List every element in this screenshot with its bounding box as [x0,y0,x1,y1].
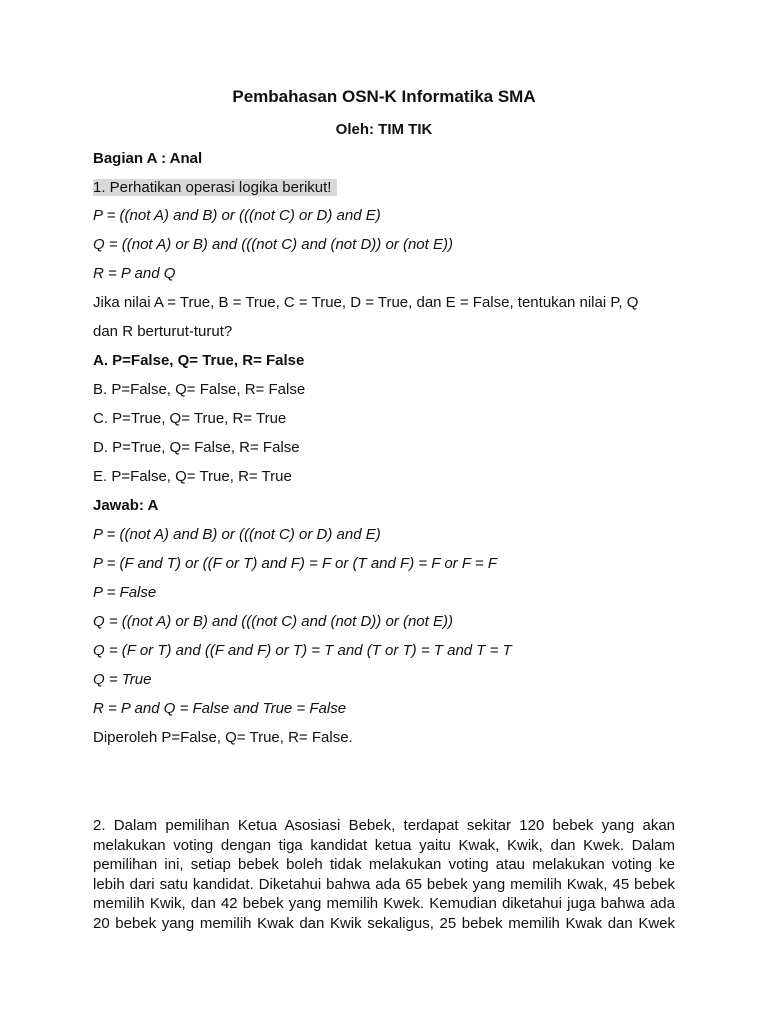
equation-p: P = ((not A) and B) or (((not C) or D) and E) [93,207,381,224]
question1-prompt-line1: Jika nilai A = True, B = True, C = True, D = True, dan E = False, tentukan nilai P, Q [93,294,639,311]
question2-line: lebih dari satu kandidat. Diketahui bahwa ada 65 bebek yang memilih Kwak, 45 bebek [93,875,675,893]
equation-q: Q = ((not A) or B) and (((not C) and (not D)) or (not E)) [93,236,453,253]
option-d: D. P=True, Q= False, R= False [93,439,300,456]
solution-step-1: P = ((not A) and B) or (((not C) or D) and E) [93,526,381,543]
solution-step-2: P = (F and T) or ((F or T) and F) = F or (T and F) = F or F = F [93,555,497,572]
document-title: Pembahasan OSN-K Informatika SMA [232,87,536,106]
question2-line: melakukan voting dengan tiga kandidat ketua yaitu Kwak, Kwik, dan Kwek. Dalam [93,836,675,854]
solution-conclusion: Diperoleh P=False, Q= True, R= False. [93,729,353,746]
section-heading: Bagian A : Anal [93,150,203,167]
solution-step-3: P = False [93,584,157,601]
question1-intro-text: 1. Perhatikan operasi logika berikut! [93,179,337,196]
option-e: E. P=False, Q= True, R= True [93,468,292,485]
equation-r: R = P and Q [93,265,176,282]
option-b: B. P=False, Q= False, R= False [93,381,306,398]
question1-prompt-line2: dan R berturut-turut? [93,323,233,340]
question2-line: pemilihan ini, setiap bebek boleh tidak melakukan voting atau melakukan voting ke [93,856,675,873]
document-author: Oleh: TIM TIK [335,121,433,138]
question2-line: memilih Kwik, dan 42 bebek yang memilih Kwek. Kemudian diketahui juga bahwa ada [93,895,675,912]
solution-step-7: R = P and Q = False and True = False [93,700,347,717]
solution-step-4: Q = ((not A) or B) and (((not C) and (not D)) or (not E)) [93,613,453,630]
question1-intro [93,179,337,197]
question2-line: 2. Dalam pemilihan Ketua Asosiasi Bebek, terdapat sekitar 120 bebek yang akan [93,817,675,834]
answer-label: Jawab: A [93,497,159,514]
question2-paragraph [93,816,675,933]
solution-step-6: Q = True [93,671,152,688]
option-a: A. P=False, Q= True, R= False [93,352,305,369]
solution-step-5: Q = (F or T) and ((F and F) or T) = T and (T or T) = T and T = T [93,642,512,659]
question2-line: 20 bebek yang memilih Kwak dan Kwik sekaligus, 25 bebek memilih Kwak dan Kwek [93,914,675,932]
option-c: C. P=True, Q= True, R= True [93,410,287,427]
